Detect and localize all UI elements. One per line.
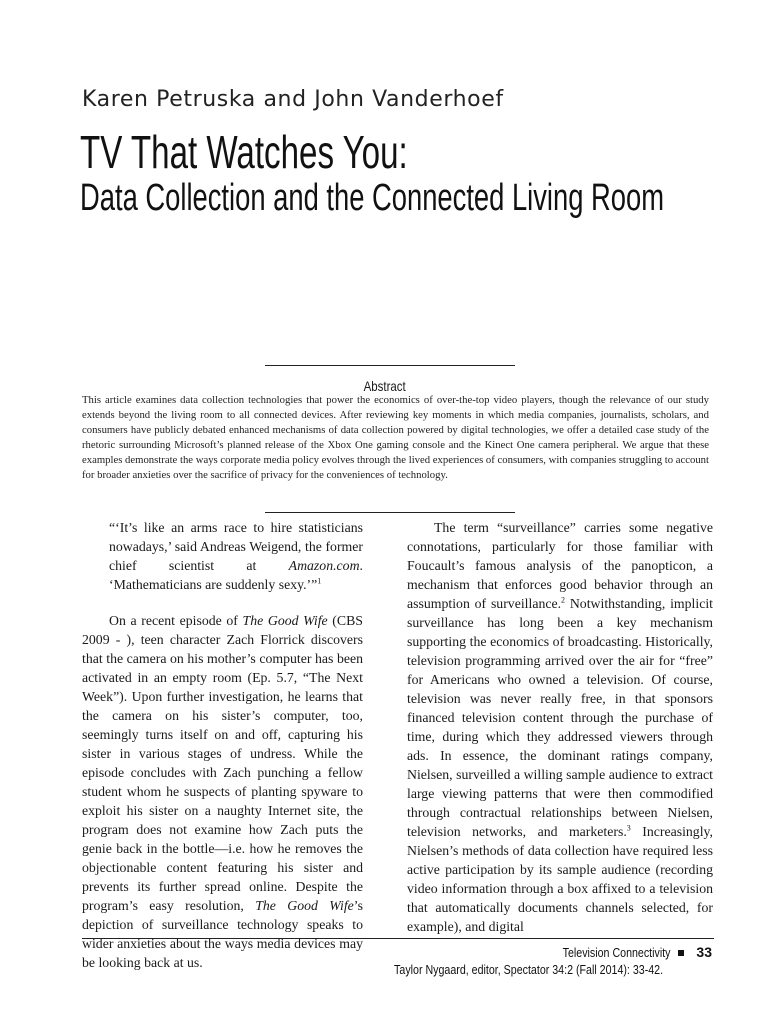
authors: Karen Petruska and John Vanderhoef [82, 87, 504, 112]
article-subtitle: Data Collection and the Connected Living Room [80, 177, 665, 219]
right-column [407, 518, 713, 936]
citation: Taylor Nygaard, editor, Spectator 34:2 (Fall 2014): 33-42. [393, 962, 663, 977]
footer-rule [82, 938, 714, 939]
divider [265, 365, 515, 366]
running-title: Television Connectivity [562, 945, 671, 960]
article-title: TV That Watches You: [80, 126, 408, 178]
body-paragraph: The term “surveillance” carries some negative connotations, particularly for those familiar with Foucault’s famous analysis of the panopticon, a mechanism that enforces good behavior through an assumption of surveillance.$^2$ Notwithstanding, implicit surveillance has long been a key mechanism supporting the economics of broadcasting. Historically, television programming arrived over the air for “free” for Americans who owned a television. Of course, television was never really free, in that sponsors financed television content through the purchase of time, during which they addressed viewers through ads. In essence, the dominant ratings company, Nielsen, surveilled a willing sample audience to extract large viewing patterns that were then commodified through contractual relationships between Nielsen, television networks, and marketers.$^3$ Increasingly, Nielsen’s methods of data collection have required less active participation by its sample audience (recording video information through a box affixed to a television that automatically documents channels selected, for example), and digital [407, 520, 713, 934]
square-bullet-icon [678, 950, 684, 956]
abstract-heading: Abstract [363, 378, 407, 394]
divider [265, 512, 515, 513]
footnote-ref: 1 [317, 576, 322, 586]
body-paragraph: On a recent episode of The Good Wife (CBS 2009 - ), teen character Zach Florrick discovers that the camera on his mother’s computer has been activated in an empty room (Ep. 5.7, “The Next Week”). Upon further investigation, he learns that the camera on his sister’s computer, too, seemingly turns itself on and off, capturing his sister in various stages of undress. While the episode concludes with Zach punching a fellow student whom he suspects of planting spyware to exploit his sister on a naughty Internet site, the program does not examine how Zach puts the genie back in the bottle—i.e. how he removes the objectionable content featuring his sister and prevents its further spread online. Despite the program’s easy resolution, The Good Wife’s depiction of surveillance technology speaks to wider anxieties about the ways media devices may be looking back at us. [82, 613, 363, 970]
left-column [82, 518, 363, 972]
epigraph: “‘It’s like an arms race to hire statisticians nowadays,’ said Andreas Weigend, the former chief scientist at Amazon.com. ‘Mathematicians are suddenly sexy.’”$^1$ [109, 520, 363, 592]
footnote-ref: 2 [561, 595, 566, 605]
abstract-body: This article examines data collection technologies that power the economics of over-the-top video players, though the relevance of our study extends beyond the living room to all connected devices. After reviewing key moments in which media companies, journalists, scholars, and consumers have publicly debated enhanced mechanisms of data collection powered by digital technologies, we offer a detailed case study of the rhetoric surrounding Microsoft’s planned release of the Xbox One gaming console and the Kinect One camera peripheral. We argue that these examples demonstrate the ways corporate media policy evolves through the lived experiences of consumers, with companies struggling to account for broader anxieties over the sacrifice of privacy for the conveniences of technology. [82, 394, 709, 481]
footnote-ref: 3 [626, 823, 631, 833]
page-number: 33 [696, 944, 712, 960]
running-footer [539, 944, 712, 960]
